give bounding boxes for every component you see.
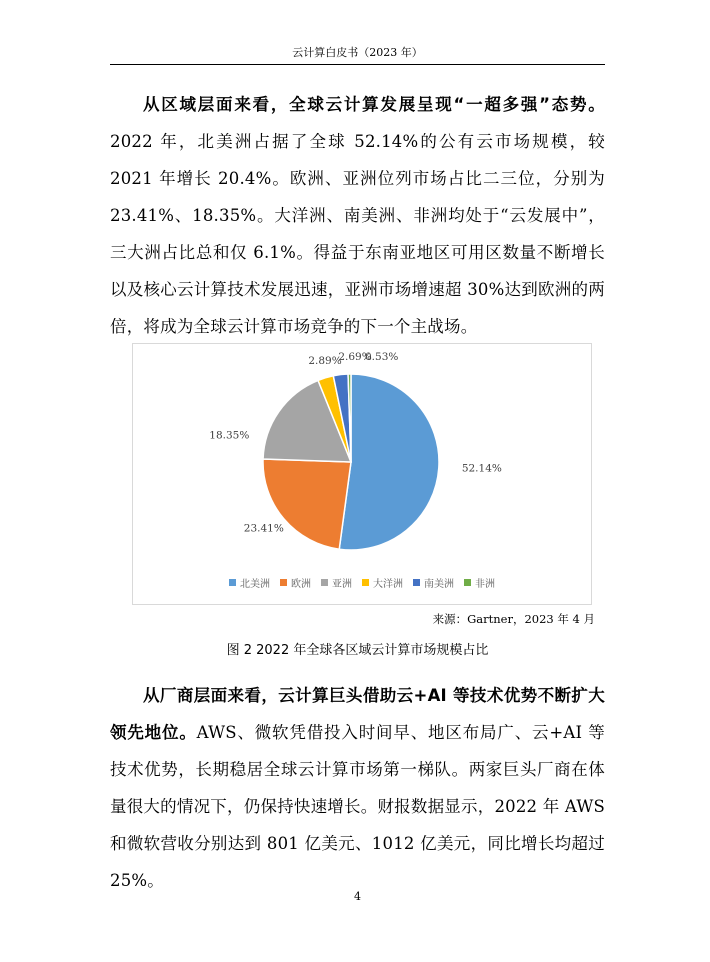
legend-item-europe [280,575,311,590]
legend-label: 大洋洲 [373,579,403,590]
running-header: 云计算白皮书（2023 年） [292,46,423,59]
legend-label: 亚洲 [332,579,352,590]
pie-slice-north-america [339,374,439,550]
paragraph-lead: 从区域层面来看，全球云计算发展呈现“一超多强”态势。 [143,95,605,114]
paragraph-body: 2022 年，北美洲占据了全球 52.14%的公有云市场规模，较 2021 年增长 20.4%。欧洲、亚洲位列市场占比二三位，分别为 23.41%、18.35%。大洋洲、南美洲、非洲均处于“云发展中”，三大洲占比总和仅 6.1%。得益于东南亚地区可用区数量不断增长以及核心云计算技术发展迅速，亚洲市场增速超 30%达到欧洲的两倍，将成为全球云计算市场竞争的下一个主战场。 [110,132,605,336]
paragraph-region [110,86,605,345]
figure-caption: 图 2 2022 年全球各区域云计算市场规模占比 [226,643,489,658]
pie-label-south-america: 2.69% [338,351,372,363]
legend-item-oceania [362,575,403,590]
pie-slice-europe [263,459,351,549]
paragraph-body: AWS、微软凭借投入时间早、地区布局广、云+AI 等技术优势，长期稳居全球云计算市场第一梯队。两家巨头厂商在体量很大的情况下，仍保持快速增长。财报数据显示，2022 年 AWS 和微软营收分别达到 801 亿美元、1012 亿美元，同比增长均超过 25%。 [110,723,605,890]
legend-item-asia [321,575,352,590]
paragraph-lead: 从厂商层面来看，云计算巨头借助云+AI 等技术优势不断扩大领先地位。 [110,686,605,742]
legend-swatch [464,579,471,586]
pie-chart-svg [133,344,591,604]
pie-label-north-america: 52.14% [461,462,502,475]
pie-label-europe: 23.41% [243,522,284,535]
pie-label-africa: 0.53% [365,351,399,363]
legend-swatch [362,579,369,586]
legend-label: 欧洲 [291,579,311,590]
header-rule [110,64,605,65]
legend-swatch [321,579,328,586]
legend-swatch [413,579,420,586]
pie-label-asia: 18.35% [209,429,250,442]
legend-item-africa [464,575,495,590]
paragraph-vendor [110,677,605,899]
legend-swatch [280,579,287,586]
legend-label: 非洲 [475,579,495,590]
page-number: 4 [354,890,361,903]
legend-label: 北美洲 [240,579,270,590]
legend-item-north-america [229,575,270,590]
legend-item-south-america [413,575,454,590]
pie-label-oceania: 2.89% [308,355,342,367]
chart-source: 来源：Gartner，2023 年 4 月 [432,612,595,626]
legend-label: 南美洲 [424,579,454,590]
chart-legend [133,575,591,590]
pie-chart [132,343,592,605]
legend-swatch [229,579,236,586]
